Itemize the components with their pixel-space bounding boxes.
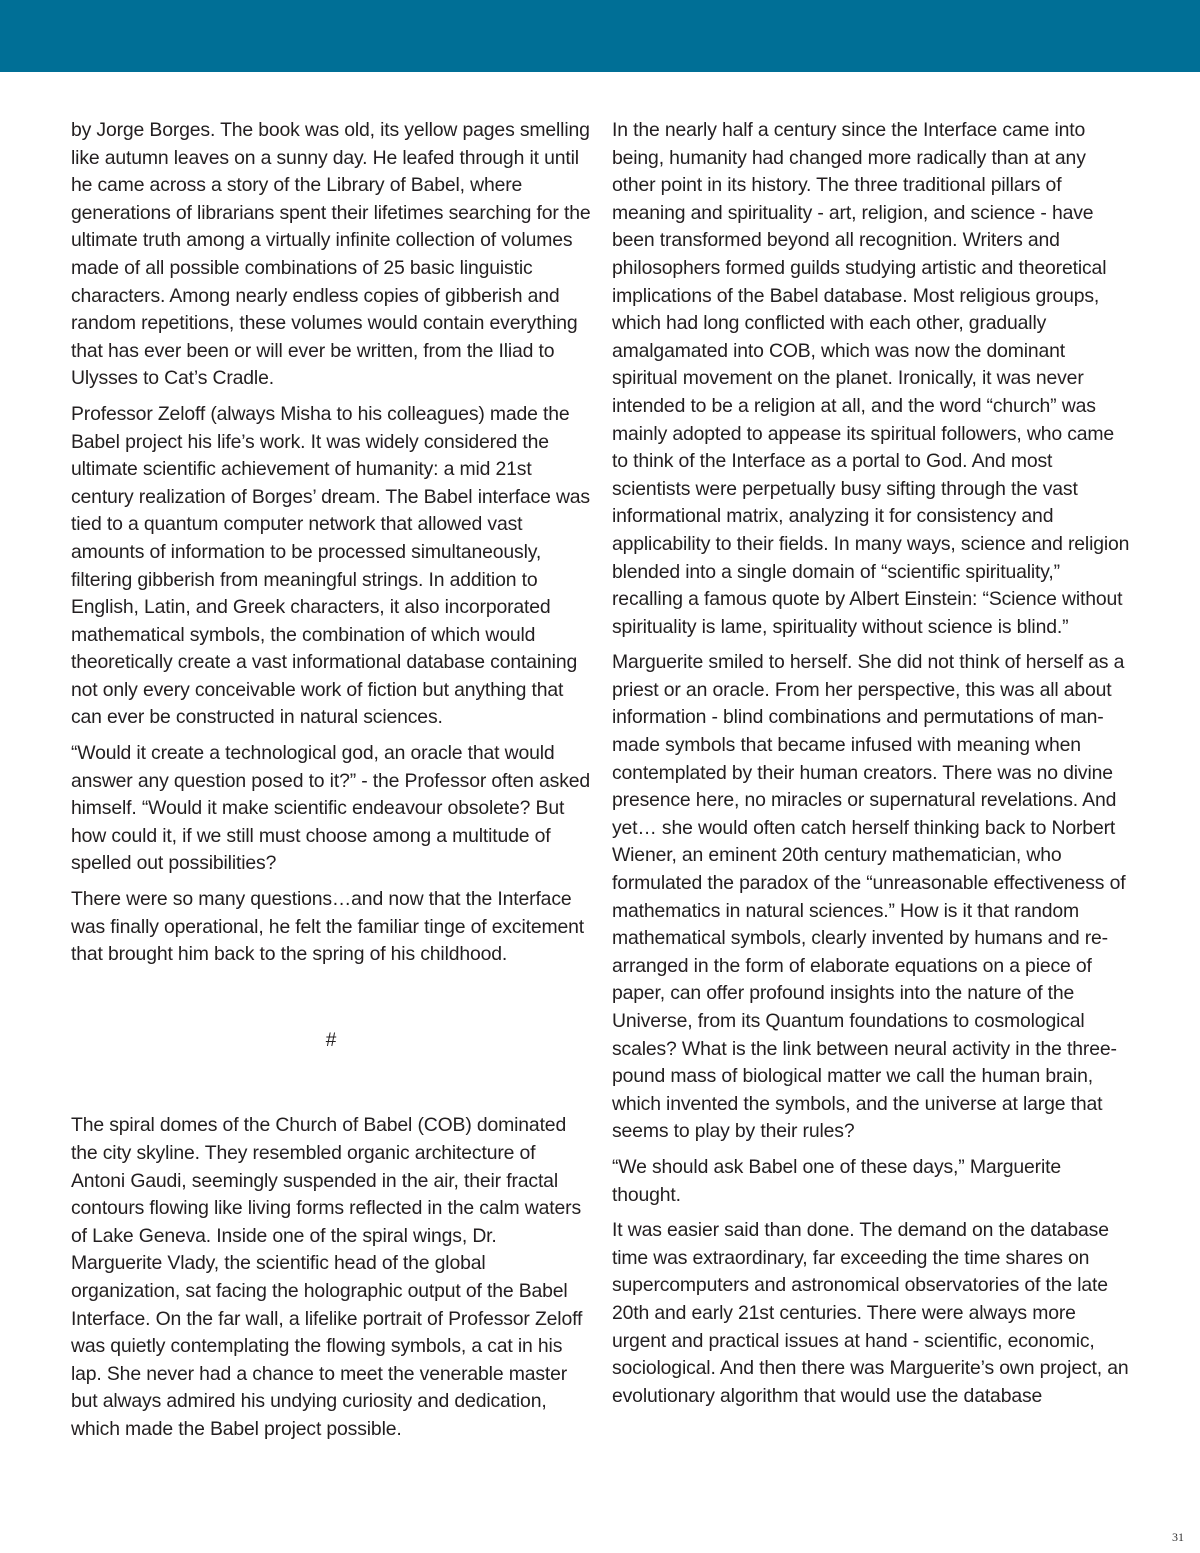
section-separator: # [325,1029,337,1051]
paragraph: The spiral domes of the Church of Babel (COB) dominated the city skyline. They resembled organic architecture of Antoni Gaudi, seemingly suspended in the air, their fractal contours flowing like living forms reflected in the calm waters of Lake Geneva. Inside one of the spiral wings, Dr. Marguerite Vlady, the scientific head of the global organization, sat facing the holographic output of the Babel Interface. On the far wall, a lifelike portrait of Professor Zeloff was quietly contemplating the flowing symbols, a cat in his lap. She never had a chance to meet the venerable master but always admired his undying curiosity and dedication, which made the Babel project possible. [71,1114,583,1440]
paragraph: “Would it create a technological god, an oracle that would answer any question posed to it?” - the Professor often asked himself. “Would it make scientific endeavour obsolete? But how could it, if we still must choose among a multitude of spelled out possibilities? [71,742,591,875]
page-number: 31 [1172,1530,1184,1544]
paragraph: by Jorge Borges. The book was old, its yellow pages smelling like autumn leaves on a sunny day. He leafed through it until he came across a story of the Library of Babel, where generations of librarians spent their lifetimes searching for the ultimate truth among a virtually infinite collection of volumes made of all possible combinations of 25 basic linguistic characters. Among nearly endless copies of gibberish and random repetitions, these volumes would contain everything that has ever been or will ever be written, from the Iliad to Ulysses to Cat’s Cradle. [71,119,591,390]
left-column [71,117,591,1452]
paragraph: Professor Zeloff (always Misha to his colleagues) made the Babel project his life’s work. It was widely considered the ultimate scientific achievement of humanity: a mid 21st century realization of Borges’ dream. The Babel interface was tied to a quantum computer network that allowed vast amounts of information to be processed simultaneously, filtering gibberish from meaningful strings. In addition to English, Latin, and Greek characters, it also incorporated mathematical symbols, the combination of which would theoretically create a vast informational database containing not only every conceivable work of fiction but anything that can ever be constructed in natural sciences. [71,402,590,729]
paragraph: Marguerite smiled to herself. She did not think of herself as a priest or an oracle. From her perspective, this was all about information - blind combinations and permutations of man-made symbols that became infused with meaning when contemplated by their human creators. There was no divine presence here, no miracles or supernatural revelations. And yet… she would often catch herself thinking back to Norbert Wiener, an eminent 20th century mathematician, who formulated the paradox of the “unreasonable effectiveness of mathematics in natural sciences.” How is it that random mathematical symbols, clearly invented by humans and re-arranged in the form of elaborate equations on a piece of paper, can offer profound insights into the nature of the Universe, from its Quantum foundations to cosmological scales? What is the link between neural activity in the three-pound mass of biological matter we call the human brain, which invented the symbols, and the universe at large that seems to play by their rules? [612,651,1126,1143]
paragraph: In the nearly half a century since the Interface came into being, humanity had changed more radically than at any other point in its history. The three traditional pillars of meaning and spirituality - art, religion, and science - have been transformed beyond all recognition. Writers and philosophers formed guilds studying artistic and theoretical implications of the Babel database. Most religious groups, which had long conflicted with each other, gradually amalgamated into COB, which was now the dominant spiritual movement on the planet. Ironically, it was never intended to be a religion at all, and the word “church” was mainly adopted to appease its spiritual followers, who came to think of the Interface as a portal to God. And most scientists were perpetually busy sifting through the vast informational matrix, analyzing it for consistency and applicability to their fields. In many ways, science and religion blended into a single domain of “scientific spirituality,” recalling a famous quote by Albert Einstein: “Science without spirituality is lame, spirituality without science is blind.” [612,119,1130,638]
paragraph: “We should ask Babel one of these days,” Marguerite thought. [612,1155,1061,1206]
right-column [612,117,1132,1418]
paragraph: There were so many questions…and now that the Interface was finally operational, he felt the familiar tinge of excitement that brought him back to the spring of his childhood. [71,888,584,966]
header-band [0,0,1200,72]
paragraph: It was easier said than done. The demand on the database time was extraordinary, far exceeding the time shares on supercomputers and astronomical observatories of the late 20th and early 21st centuries. There were always more urgent and practical issues at hand - scientific, economic, sociological. And then there was Marguerite’s own project, an evolutionary algorithm that would use the database [612,1219,1129,1407]
